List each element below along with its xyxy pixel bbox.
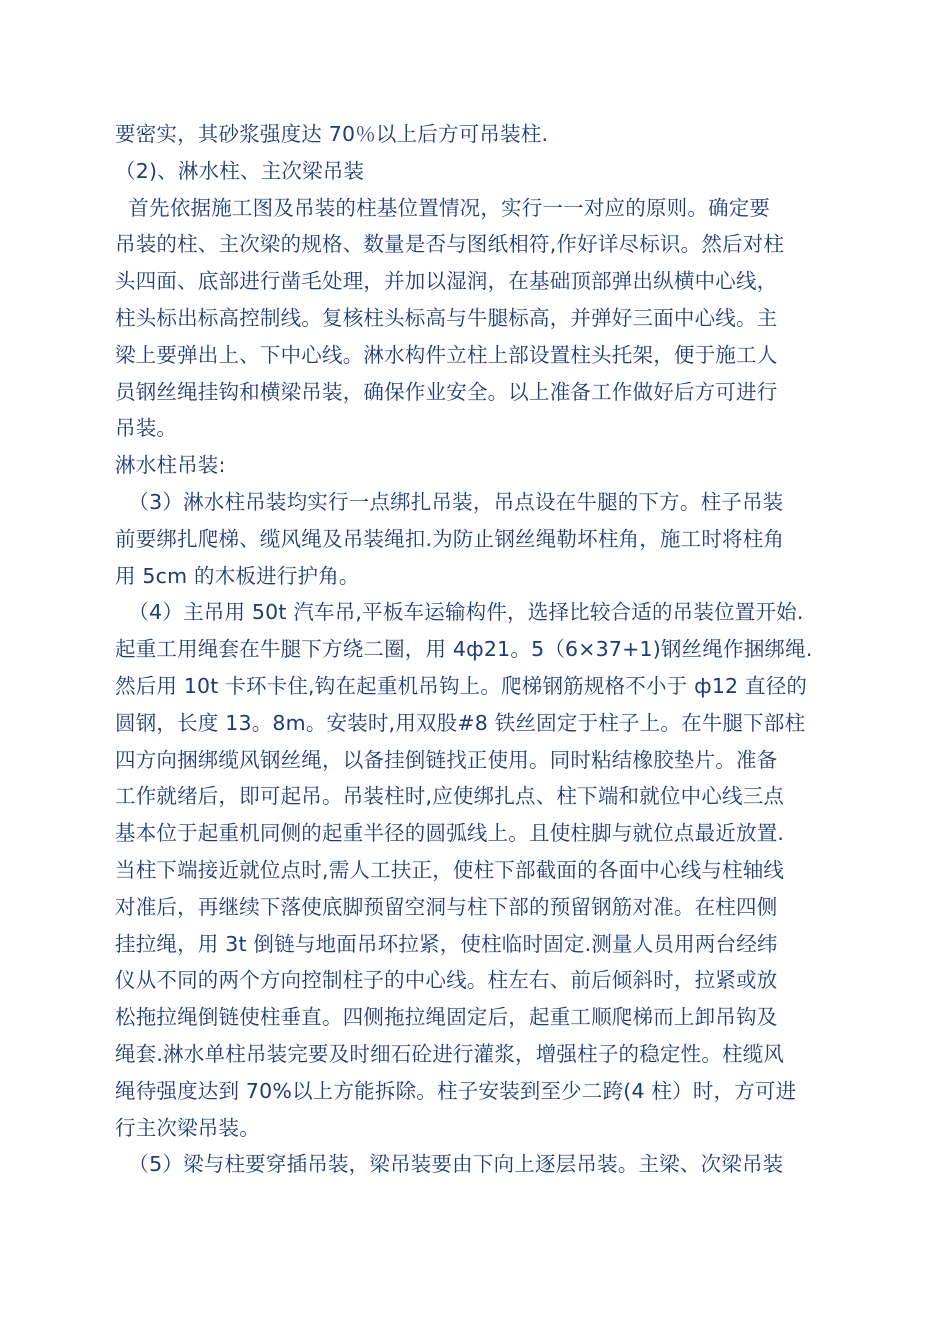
document-body	[115, 116, 840, 1183]
text-line: 用 5cm 的木板进行护角。	[115, 563, 360, 588]
text-line: 基本位于起重机同侧的起重半径的圆弧线上。且使柱脚与就位点最近放置.	[115, 821, 785, 846]
text-line: 首先依据施工图及吊装的柱基位置情况，实行一一对应的原则。确定要	[115, 195, 771, 220]
text-line: 行主次梁吊装。	[115, 1115, 260, 1140]
text-line: 仪从不同的两个方向控制柱子的中心线。柱左右、前后倾斜时，拉紧或放	[115, 968, 778, 993]
text-line: 吊装。	[115, 416, 178, 441]
section-heading: （2)、淋水柱、主次梁吊装	[115, 158, 365, 183]
text-line: 前要绑扎爬梯、缆风绳及吊装绳扣.为防止钢丝绳勒坏柱角，施工时将柱角	[115, 526, 785, 551]
text-line: 绳待强度达到 70%以上方能拆除。柱子安装到至少二跨(4 柱）时，方可进	[115, 1078, 797, 1103]
text-line: 绳套.淋水单柱吊装完要及时细石砼进行灌浆，增强柱子的稳定性。柱缆风	[115, 1041, 785, 1066]
text-line: （3）淋水柱吊装均实行一点绑扎吊装，吊点设在牛腿的下方。柱子吊装	[115, 489, 784, 514]
text-line: （4）主吊用 50t 汽车吊,平板车运输构件，选择比较合适的吊装位置开始.	[115, 600, 804, 625]
text-line: 头四面、底部进行凿毛处理，并加以湿润，在基础顶部弹出纵横中心线，	[115, 269, 778, 294]
text-line: 松拖拉绳倒链使柱垂直。四侧拖拉绳固定后，起重工顺爬梯而上卸吊钩及	[115, 1005, 778, 1030]
text-line: 挂拉绳，用 3t 倒链与地面吊环拉紧，使柱临时固定.测量人员用两台经纬	[115, 931, 778, 956]
text-line: 当柱下端接近就位点时,需人工扶正，使柱下部截面的各面中心线与柱轴线	[115, 857, 785, 882]
text-line: 然后用 10t 卡环卡住,钩在起重机吊钩上。爬梯钢筋规格不小于 ф12 直径的	[115, 673, 808, 698]
text-line: 四方向捆绑缆风钢丝绳，以备挂倒链找正使用。同时粘结橡胶垫片。准备	[115, 747, 778, 772]
text-line: 吊装的柱、主次梁的规格、数量是否与图纸相符,作好详尽标识。然后对柱	[115, 232, 785, 257]
text-line: 圆钢，长度 13。8m。安装时,用双股#8 铁丝固定于柱子上。在牛腿下部柱	[115, 710, 806, 735]
text-line: （5）梁与柱要穿插吊装，梁吊装要由下向上逐层吊装。主梁、次梁吊装	[115, 1152, 784, 1177]
text-line: 梁上要弹出上、下中心线。淋水构件立柱上部设置柱头托架，便于施工人	[115, 342, 778, 367]
text-line: 起重工用绳套在牛腿下方绕二圈，用 4ф21。5（6×37+1)钢丝绳作捆绑绳.	[115, 637, 813, 662]
subsection-heading: 淋水柱吊装:	[115, 453, 226, 478]
text-line: 要密实，其砂浆强度达 70％以上后方可吊装柱.	[115, 122, 549, 146]
text-line: 工作就绪后，即可起吊。吊装柱时,应使绑扎点、柱下端和就位中心线三点	[115, 784, 785, 809]
text-line: 柱头标出标高控制线。复核柱头标高与牛腿标高，并弹好三面中心线。主	[115, 305, 778, 330]
text-line: 对准后，再继续下落使底脚预留空洞与柱下部的预留钢筋对准。在柱四侧	[115, 894, 778, 919]
text-line: 员钢丝绳挂钩和横梁吊装，确保作业安全。以上准备工作做好后方可进行	[115, 379, 778, 404]
